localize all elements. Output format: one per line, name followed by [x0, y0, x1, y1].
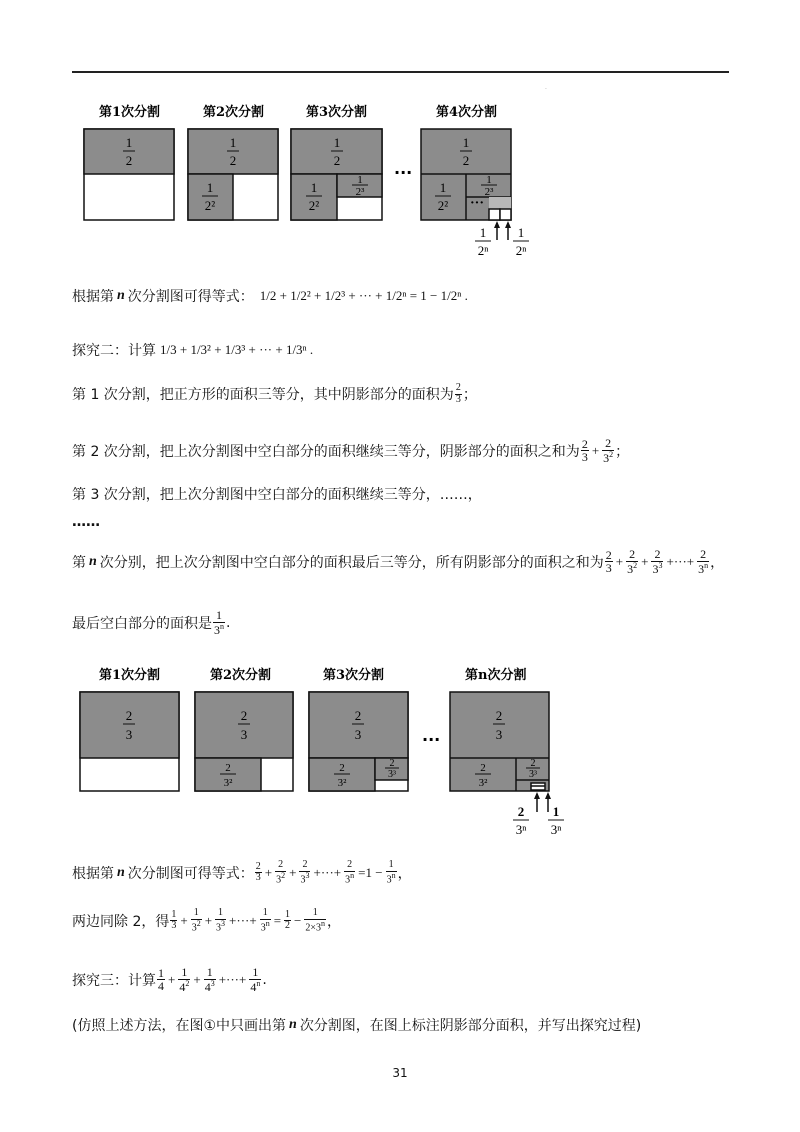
step-1-line: 第 1 次分割，把正方形的面积三等分，其中阴影部分的面积为 $\frac{2}{3}$ ；	[72, 382, 477, 405]
halving-equation: 1/2 + 1/2² + 1/2³ + ··· + 1/2ⁿ = 1 − 1/2ⁿ .	[259, 288, 468, 303]
fig2-b2-n: 2	[240, 708, 248, 723]
fig2-b3-n: 2	[354, 708, 362, 723]
page-number: 31	[392, 1066, 408, 1080]
explore-three-line: 探究三：计算 $\frac{1}{4}$ + $\frac{1}{4^2}$ + $\frac{1}{4^3}$ +···+ $\frac{1}{4^n}$ .	[72, 965, 267, 994]
fig1-b3-eighth-d: 2³	[355, 186, 365, 198]
explore-two-expr: 1/3 + 1/3² + 1/3³ + ··· + 1/3ⁿ .	[160, 342, 314, 357]
fig1-caption-2: 第2次分割	[203, 105, 265, 120]
fig2-b4-ninth-n: 2	[480, 762, 486, 774]
fig2-b4-cube-n: 2	[530, 758, 536, 769]
fig2-b3-cube-n: 2	[389, 758, 395, 769]
fig1-b2-half-n: 1	[229, 135, 237, 150]
fig2-nth-blank-d: 3ⁿ	[550, 822, 562, 837]
fig1-nth-right-d: 2ⁿ	[515, 243, 527, 258]
fig1-b2-half-d: 2	[229, 153, 237, 168]
fig2-b3-cube-d: 3³	[388, 769, 396, 780]
fig2-b4-n: 2	[495, 708, 503, 723]
fig2-b3-ninth-d: 3²	[337, 777, 347, 789]
fig1-b1-half-n: 1	[125, 135, 133, 150]
fig2-b4-d: 3	[495, 727, 503, 742]
fig2-nth-shaded-n: 2	[517, 804, 525, 819]
fig1-b4-half-d: 2	[462, 153, 470, 168]
blank-area-line: 最后空白部分的面积是 $\frac{1}{3^n}$ .	[72, 608, 231, 637]
fig1-b3-eighth-n: 1	[357, 174, 363, 186]
fig2-b2-ninth-n: 2	[225, 762, 231, 774]
fig1-b2-quarter-d: 2²	[204, 198, 216, 213]
fig1-b3-half-d: 2	[333, 153, 341, 168]
explore-two-line: 探究二：计算 1/3 + 1/3² + 1/3³ + ··· + 1/3ⁿ .	[72, 342, 314, 359]
fig2-b1-d: 3	[125, 727, 133, 742]
fig1-b1-half-d: 2	[125, 153, 133, 168]
fig1-b4-ellipsis: ···	[469, 196, 485, 211]
instruction-line: (仿照上述方法，在图①中只画出第 n 次分割图，在图上标注阴影部分面积，并写出探究过程)	[72, 1017, 642, 1034]
fig2-b1-n: 2	[125, 708, 133, 723]
frac-2-3: $\frac{2}{3}$	[455, 382, 461, 405]
divide-by-two-line: 两边同除 2，得 $\frac{1}{3}$ + $\frac{1}{3^2}$ + $\frac{1}{3^3}$ +···+ $\frac{1}{3^n}$ = $\frac{1}{2}$ − $\frac{1}{2\times 3^n}$ ，	[72, 907, 342, 933]
equation-halving: 根据第 n 次分割图可得等式： 1/2 + 1/2² + 1/2³ + ··· + 1/2ⁿ = 1 − 1/2ⁿ .	[72, 288, 468, 305]
fig2-ellipsis: ···	[422, 730, 441, 749]
step-3-line: 第 3 次分割，把上次分割图中空白部分的面积继续三等分，……，	[72, 487, 482, 503]
fig2-caption-1: 第1次分割	[99, 668, 161, 683]
figure-1-halving	[0, 95, 800, 355]
fig2-caption-4: 第n次分割	[465, 668, 527, 683]
step-n-line: 第 n 次分别，把上次分割图中空白部分的面积最后三等分，所有阴影部分的面积之和为 $\frac{2}{3}$ + $\frac{2}{3^2}$ + $\frac{2}{3^3}$ +···+ $\frac{2}{3^n}$ ，	[72, 547, 725, 576]
fig1-b4-eighth-n: 1	[486, 174, 492, 186]
fig1-b4-eighth-d: 2³	[484, 186, 494, 198]
top-rule	[72, 71, 729, 73]
fig1-nth-left-n: 1	[479, 225, 487, 240]
fig1-ellipsis: ···	[394, 163, 413, 182]
fig1-caption-3: 第3次分割	[306, 105, 368, 120]
fig1-b3-half-n: 1	[333, 135, 341, 150]
fig2-nth-blank-n: 1	[552, 804, 560, 819]
fig1-b2-quarter-n: 1	[206, 180, 214, 195]
fig1-caption-4: 第4次分割	[436, 105, 498, 120]
stray-mark: .	[545, 84, 547, 91]
fig2-nth-shaded-d: 3ⁿ	[515, 822, 527, 837]
equation-thirds: 根据第 n 次分制图可得等式： $\frac{2}{3}$ + $\frac{2}{3^2}$ + $\frac{2}{3^3}$ +···+ $\frac{2}{3^n}$ =1 − $\frac{1}{3^n}$ ，	[72, 859, 412, 885]
fig2-b4-ninth-d: 3²	[478, 777, 488, 789]
fig2-b3-ninth-n: 2	[339, 762, 345, 774]
figure-2-thirds	[0, 660, 800, 860]
fig1-b3-quarter-n: 1	[310, 180, 318, 195]
fig1-nth-left-d: 2ⁿ	[477, 243, 489, 258]
fig1-caption-1: 第1次分割	[99, 105, 161, 120]
fig1-b4-quarter-d: 2²	[437, 198, 449, 213]
ellipsis-line: ……	[72, 514, 100, 530]
fig2-b2-d: 3	[240, 727, 248, 742]
fig1-b4-half-n: 1	[462, 135, 470, 150]
fig2-b2-ninth-d: 3²	[223, 777, 233, 789]
fig2-b3-d: 3	[354, 727, 362, 742]
fig1-b3-quarter-d: 2²	[308, 198, 320, 213]
fig2-caption-3: 第3次分割	[323, 668, 385, 683]
fig1-b4-quarter-n: 1	[439, 180, 447, 195]
step-2-line: 第 2 次分割，把上次分割图中空白部分的面积继续三等分，阴影部分的面积之和为 $\frac{2}{3}$ + $\frac{2}{3^2}$ ；	[72, 436, 630, 465]
fig2-b4-cube-d: 3³	[529, 769, 537, 780]
fig2-caption-2: 第2次分割	[210, 668, 272, 683]
fig1-nth-right-n: 1	[517, 225, 525, 240]
